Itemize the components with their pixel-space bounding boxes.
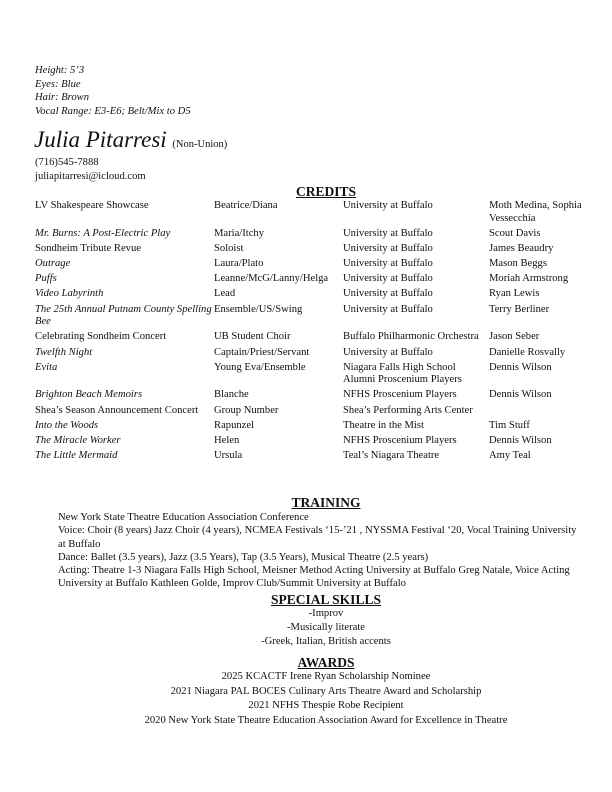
height: Height: 5’3 — [35, 65, 85, 76]
lower-sections — [0, 495, 612, 728]
credit-title: Sondheim Tribute Revue — [35, 242, 141, 254]
credit-role: Blanche — [214, 389, 249, 401]
credit-row — [35, 435, 605, 450]
credit-title: Video Labyrinth — [35, 288, 104, 300]
credit-venue: Buffalo Philharmonic Orchestra — [343, 331, 479, 343]
training-line: Voice: Choir (8 years) Jazz Choir (4 years), NCMEA Festivals ‘15-’21 , NYSSMA Festival ‘20, Vocal Training University at Buffalo — [58, 525, 577, 550]
credit-row — [35, 243, 605, 258]
contact-info — [35, 156, 146, 183]
union-status: (Non-Union) — [172, 139, 228, 150]
credit-role: Beatrice/Diana — [214, 200, 278, 211]
credit-role: Group Number — [214, 404, 279, 416]
credit-row — [35, 331, 605, 346]
special-skills-list — [0, 607, 612, 650]
credit-role: Captain/Priest/Servant — [214, 346, 310, 358]
credit-title: Twelfth Night — [35, 346, 93, 358]
skill-item: -Musically literate — [287, 621, 365, 633]
credit-director: Tim Stuff — [489, 419, 530, 431]
credit-venue: NFHS Proscenium Players — [343, 389, 457, 401]
credit-director: Amy Teal — [489, 450, 531, 462]
award-item: 2021 Niagara PAL BOCES Culinary Arts Theatre Award and Scholarship — [170, 685, 482, 697]
credit-role: Ursula — [214, 450, 243, 462]
credit-role: Ensemble/US/Swing — [214, 303, 303, 315]
credit-row — [35, 288, 605, 303]
performer-name-line — [34, 126, 227, 159]
credit-title: The 25th Annual Putnam County Spelling Bee — [35, 303, 212, 328]
credit-title: Evita — [35, 361, 58, 373]
training-list — [58, 511, 578, 591]
credit-title: LV Shakespeare Showcase — [35, 200, 149, 211]
credit-director: Jason Seber — [489, 331, 540, 343]
credit-venue: University at Buffalo — [343, 258, 433, 270]
credit-director: Terry Berliner — [489, 303, 550, 315]
credit-director: Ryan Lewis — [489, 288, 540, 300]
email: juliapitarresi@icloud.com — [35, 170, 146, 182]
training-line: New York State Theatre Education Association Conference — [58, 512, 309, 523]
credit-row — [35, 362, 605, 390]
credit-venue: University at Buffalo — [343, 346, 433, 358]
credit-director: Moth Medina, Sophia Vessecchia — [489, 200, 582, 224]
credit-row — [35, 228, 605, 243]
credit-row — [35, 200, 605, 228]
credit-row — [35, 304, 605, 332]
special-skills-heading: SPECIAL SKILLS — [271, 591, 381, 607]
credit-director: Dennis Wilson — [489, 361, 552, 373]
credit-row — [35, 450, 605, 465]
credit-venue: University at Buffalo — [343, 200, 433, 211]
credit-role: UB Student Choir — [214, 331, 291, 343]
credit-title: Brighton Beach Memoirs — [35, 389, 143, 401]
credit-role: Maria/Itchy — [214, 227, 265, 239]
credit-director: Dennis Wilson — [489, 434, 552, 446]
credit-director — [489, 405, 589, 418]
awards-list — [0, 670, 612, 728]
credit-title: Shea’s Season Announcement Concert — [35, 404, 199, 416]
training-line: Acting: Theatre 1-3 Niagara Falls High School, Meisner Method Acting University at Buffalo Greg Natale, Voice Acting University at Buffalo Kathleen Golde, Improv Club/Summit University at Buffalo — [58, 565, 570, 590]
credit-title: The Miracle Worker — [35, 434, 121, 446]
credit-role: Rapunzel — [214, 419, 255, 431]
credit-role: Soloist — [214, 242, 244, 254]
vocal-range: Vocal Range: E3-E6; Belt/Mix to D5 — [35, 105, 191, 117]
credit-venue: University at Buffalo — [343, 227, 433, 239]
credit-role: Helen — [214, 434, 240, 446]
credit-venue: NFHS Proscenium Players — [343, 434, 457, 446]
physical-stats — [35, 64, 191, 118]
credit-director: Moriah Armstrong — [489, 273, 569, 285]
credit-director: Mason Beggs — [489, 258, 547, 270]
credit-venue: University at Buffalo — [343, 303, 433, 315]
credit-row — [35, 420, 605, 435]
credit-title: Celebrating Sondheim Concert — [35, 331, 167, 343]
skill-item: -Greek, Italian, British accents — [261, 636, 391, 648]
awards-heading: AWARDS — [297, 655, 355, 671]
credit-title: Outrage — [35, 258, 71, 270]
credit-role: Young Eva/Ensemble — [214, 361, 306, 373]
training-heading: TRAINING — [291, 495, 361, 510]
credit-row — [35, 258, 605, 273]
eyes: Eyes: Blue — [35, 78, 81, 90]
credit-venue: Shea’s Performing Arts Center — [343, 404, 473, 416]
credit-row — [35, 347, 605, 362]
credit-venue: University at Buffalo — [343, 242, 433, 254]
credit-row — [35, 405, 605, 420]
award-item: 2021 NFHS Thespie Robe Recipient — [248, 700, 404, 712]
performer-name: Julia Pitarresi — [34, 127, 167, 152]
credit-title: The Little Mermaid — [35, 450, 118, 462]
credit-director: James Beaudry — [489, 242, 554, 254]
credit-row — [35, 389, 605, 404]
credit-title: Into the Woods — [35, 419, 99, 431]
credit-venue: Niagara Falls High School Alumni Proscenium Players — [343, 361, 462, 386]
credit-venue: Teal’s Niagara Theatre — [343, 450, 440, 462]
credits-heading: CREDITS — [295, 184, 357, 199]
credit-director: Danielle Rosvally — [489, 346, 566, 358]
credit-title: Puffs — [35, 273, 57, 285]
hair: Hair: Brown — [35, 92, 90, 103]
credit-title: Mr. Burns: A Post-Electric Play — [35, 227, 171, 239]
credit-director: Dennis Wilson — [489, 389, 552, 401]
credit-role: Leanne/McG/Lanny/Helga — [214, 273, 329, 285]
skill-item: -Improv — [308, 607, 344, 619]
credit-role: Lead — [214, 288, 236, 300]
award-item: 2020 New York State Theatre Education Association Award for Excellence in Theatre — [144, 714, 508, 726]
credit-director: Scout Davis — [489, 227, 541, 239]
credit-role: Laura/Plato — [214, 258, 264, 270]
credit-venue: University at Buffalo — [343, 288, 433, 300]
award-item: 2025 KCACTF Irene Ryan Scholarship Nominee — [221, 671, 431, 683]
credit-venue: University at Buffalo — [343, 273, 433, 285]
training-line: Dance: Ballet (3.5 years), Jazz (3.5 Years), Tap (3.5 Years), Musical Theatre (2.5 years) — [58, 551, 429, 563]
credit-row — [35, 273, 605, 288]
credits-table — [35, 200, 605, 465]
credit-venue: Theatre in the Mist — [343, 419, 424, 431]
phone: (716)545-7888 — [35, 157, 99, 168]
